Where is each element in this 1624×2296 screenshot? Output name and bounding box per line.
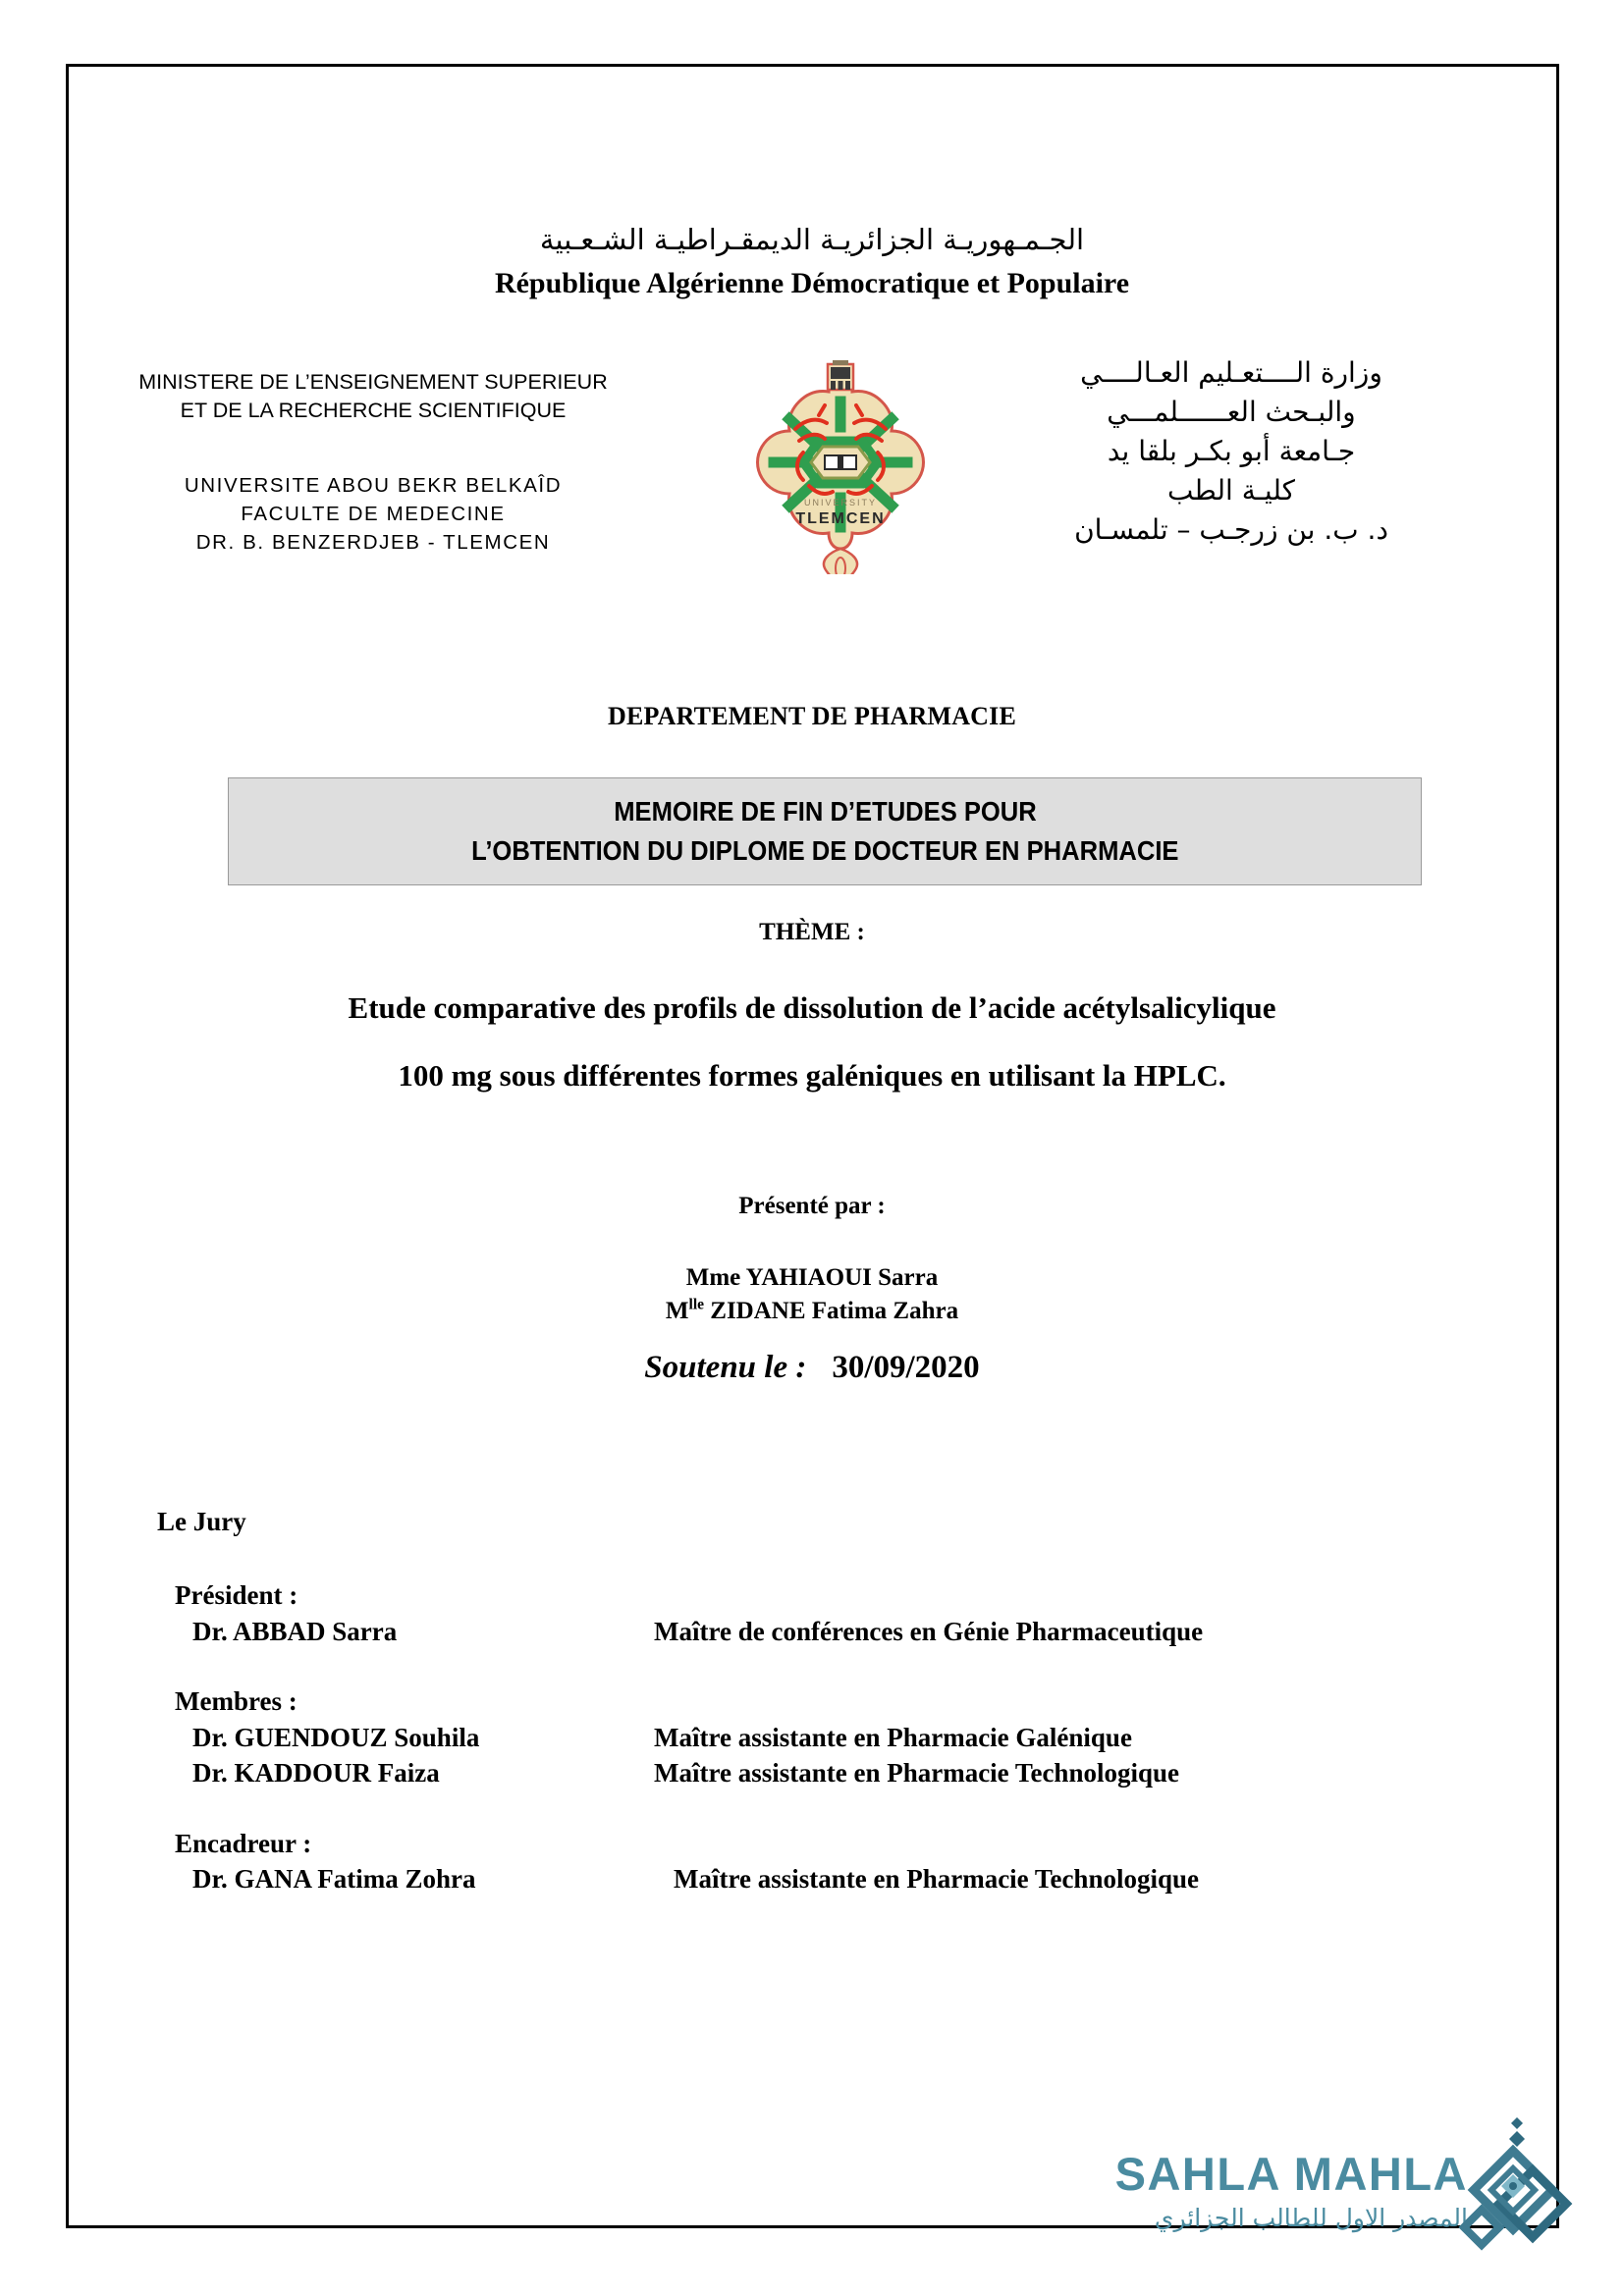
ministry-line-2: ET DE LA RECHERCHE SCIENTIFIQUE [180,399,567,423]
arabic-ministry-line-2: والبـحث العــــــلمـــي [1107,396,1356,429]
watermark-brand-text: SAHLA MAHLA [1114,2148,1468,2200]
jury-member-row [0,1720,1624,1755]
memoire-banner-line-1: MEMOIRE DE FIN D’ETUDES POUR [613,796,1037,828]
author-2-name: ZIDANE Fatima Zahra [704,1297,959,1324]
logo-tlemcen-text: TLEMCEN [795,510,886,527]
faculty-line-3: DR. B. BENZERDJEB - TLEMCEN [195,531,551,555]
jury-member-title: Maître assistante en Pharmacie Technologique [674,1864,1199,1895]
arabic-republic-heading: الجـمـهوريـة الجزائريـة الديمقـراطيـة الشـعـبية [539,223,1085,256]
logo-university-text: UNIVERSITY [803,498,878,507]
jury-member-name: Dr. ABBAD Sarra [192,1616,398,1646]
jury-member-row [0,1614,1624,1649]
jury-group-label: Président : [175,1580,298,1610]
author-1: Mme YAHIAOUI Sarra [685,1264,939,1291]
jury-groups [0,1578,1624,1933]
jury-member-name: Dr. GANA Fatima Zohra [192,1864,476,1895]
sahla-mahla-watermark [1085,2115,1576,2253]
arabic-ministry-block [917,353,1545,550]
faculty-line-2: FACULTE DE MEDECINE [241,503,506,526]
faculty-line-1: UNIVERSITE ABOU BEKR BELKAÎD [184,474,563,497]
jury-group-encadreur [0,1827,1624,1897]
jury-member-title: Maître de conférences en Génie Pharmaceutique [654,1616,1204,1646]
jury-member-name: Dr. KADDOUR Faiza [192,1758,440,1789]
thesis-title [147,991,1477,1093]
thesis-title-line-2: 100 mg sous différentes formes galéniques en utilisant la HPLC. [398,1058,1226,1094]
jury-member-title: Maître assistante en Pharmacie Galénique [654,1722,1132,1752]
jury-member-row [0,1755,1624,1790]
author-2-honorific-sup: lle [688,1296,705,1313]
university-tlemcen-logo [734,358,947,574]
ministry-block [79,368,668,425]
author-2-prefix: M [665,1297,689,1324]
arabic-hospital-line: د. ب. بن زرجـب – تلمسـان [1074,513,1388,547]
defense-line [0,1350,1624,1386]
defense-date: 30/09/2020 [832,1350,980,1385]
jury-heading: Le Jury [157,1507,246,1536]
watermark-diamond-ornament-icon [1456,2115,1582,2253]
presented-by-label: Présenté par : [738,1193,886,1219]
jury-group-membres [0,1684,1624,1791]
defense-label: Soutenu le : [644,1350,807,1385]
faculty-block [79,471,668,557]
authors-list [0,1261,1624,1328]
jury-member-name: Dr. GUENDOUZ Souhila [192,1722,480,1752]
jury-member-title: Maître assistante en Pharmacie Technologique [654,1758,1179,1789]
watermark-tagline-text: المصدر الاول للطالب الجزائري [1154,2204,1468,2232]
memoire-banner [228,777,1422,885]
ministry-line-1: MINISTERE DE L’ENSEIGNEMENT SUPERIEUR [138,370,608,394]
tlemcen-emblem-icon [734,358,947,574]
theme-label: THÈME : [759,919,865,945]
thesis-title-line-1: Etude comparative des profils de dissolution de l’acide acétylsalicylique [348,990,1276,1025]
jury-member-row [0,1861,1624,1896]
arabic-faculty-line: كليـة الطب [1167,474,1295,507]
arabic-ministry-line-1: وزارة الــــتعـليم العـالــــي [1080,356,1382,389]
memoire-banner-line-2: L’OBTENTION DU DIPLOME DE DOCTEUR EN PHARMACIE [470,835,1179,866]
jury-group-president [0,1578,1624,1649]
jury-group-label: Membres : [175,1686,298,1717]
author-2 [0,1295,1624,1328]
french-republic-heading: République Algérienne Démocratique et Populaire [494,267,1130,299]
arabic-university-line: جـامعة أبو بكـر بلقا يد [1107,435,1356,468]
department-title: DEPARTEMENT DE PHARMACIE [607,702,1017,730]
jury-group-label: Encadreur : [175,1828,312,1858]
